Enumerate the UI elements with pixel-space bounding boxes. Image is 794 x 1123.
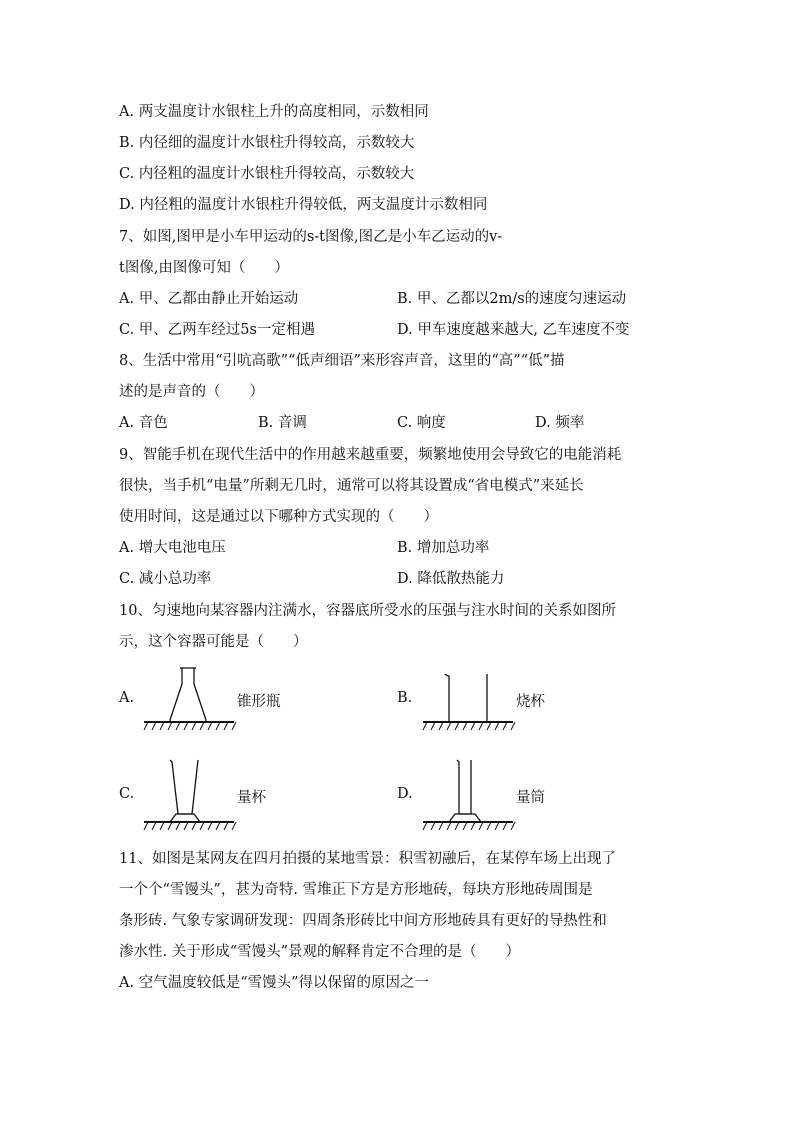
q9-option-d: D. 降低散热能力 bbox=[397, 571, 505, 587]
q8-option-d: D. 频率 bbox=[535, 415, 585, 431]
q11-stem-line2: 一个个“雪馒头”，甚为奇特. 雪堆正下方是方形地砖，每块方形地砖周围是 bbox=[119, 882, 593, 898]
q8-stem-line1: 8、生活中常用“引吭高歌”“低声细语”来形容声音，这里的“高”“低”描 bbox=[119, 353, 565, 369]
q8-stem-line2: 述的是声音的（ ） bbox=[119, 384, 264, 400]
q6-option-a: A. 两支温度计水银柱上升的高度相同，示数相同 bbox=[119, 104, 429, 120]
q9-stem-line3: 使用时间，这是通过以下哪种方式实现的（ ） bbox=[119, 509, 438, 525]
q6-option-c: C. 内径粗的温度计水银柱升得较高，示数较大 bbox=[119, 166, 415, 182]
q10-stem-line2: 示，这个容器可能是（ ） bbox=[119, 634, 308, 650]
q10-stem-line1: 10、匀速地向某容器内注满水，容器底所受水的压强与注水时间的关系如图所 bbox=[119, 603, 616, 619]
q10-c-name: 量杯 bbox=[237, 790, 266, 806]
q7-stem-line1: 7、如图,图甲是小车甲运动的s-t图像,图乙是小车乙运动的v- bbox=[119, 229, 503, 245]
q10-d-letter: D. bbox=[397, 786, 413, 802]
q6-option-d: D. 内径粗的温度计水银柱升得较低，两支温度计示数相同 bbox=[119, 197, 488, 213]
q10-b-name: 烧杯 bbox=[516, 694, 545, 710]
q9-option-c: C. 减小总功率 bbox=[119, 571, 212, 587]
q8-option-b: B. 音调 bbox=[258, 415, 307, 431]
q10-b-letter: B. bbox=[397, 690, 413, 706]
q8-option-a: A. 音色 bbox=[119, 415, 168, 431]
measuring-cup-figure bbox=[144, 756, 234, 832]
q10-d-name: 量筒 bbox=[516, 790, 545, 806]
q7-option-c: C. 甲、乙两车经过5s一定相遇 bbox=[119, 322, 315, 338]
conical-flask-figure bbox=[144, 662, 234, 734]
q7-stem-line2: t图像,由图像可知（ ） bbox=[119, 260, 289, 276]
q11-stem-line3: 条形砖. 气象专家调研发现：四周条形砖比中间方形地砖具有更好的导热性和 bbox=[119, 913, 607, 929]
q10-a-name: 锥形瓶 bbox=[237, 694, 281, 710]
q7-option-a: A. 甲、乙都由静止开始运动 bbox=[119, 291, 299, 307]
q9-stem-line1: 9、智能手机在现代生活中的作用越来越重要，频繁地使用会导致它的电能消耗 bbox=[119, 447, 622, 463]
q11-stem-line4: 渗水性. 关于形成“雪馒头”景观的解释肯定不合理的是（ ） bbox=[119, 944, 521, 960]
q6-option-b: B. 内径细的温度计水银柱升得较高，示数较大 bbox=[119, 135, 415, 151]
q11-stem-line1: 11、如图是某网友在四月拍摄的某地雪景：积雪初融后，在某停车场上出现了 bbox=[119, 851, 616, 867]
q8-option-c: C. 响度 bbox=[397, 415, 446, 431]
graduated-cylinder-figure bbox=[423, 756, 513, 832]
q9-option-a: A. 增大电池电压 bbox=[119, 540, 226, 556]
q10-a-letter: A. bbox=[119, 690, 135, 706]
q7-option-d: D. 甲车速度越来越大, 乙车速度不变 bbox=[397, 322, 630, 338]
q9-option-b: B. 增加总功率 bbox=[397, 540, 490, 556]
beaker-figure bbox=[423, 662, 513, 734]
q9-stem-line2: 很快，当手机“电量”所剩无几时，通常可以将其设置成“省电模式”来延长 bbox=[119, 478, 584, 494]
q10-c-letter: C. bbox=[119, 786, 135, 802]
q7-option-b: B. 甲、乙都以2m/s的速度匀速运动 bbox=[397, 291, 627, 307]
q11-option-a: A. 空气温度较低是“雪馒头”得以保留的原因之一 bbox=[119, 975, 430, 991]
